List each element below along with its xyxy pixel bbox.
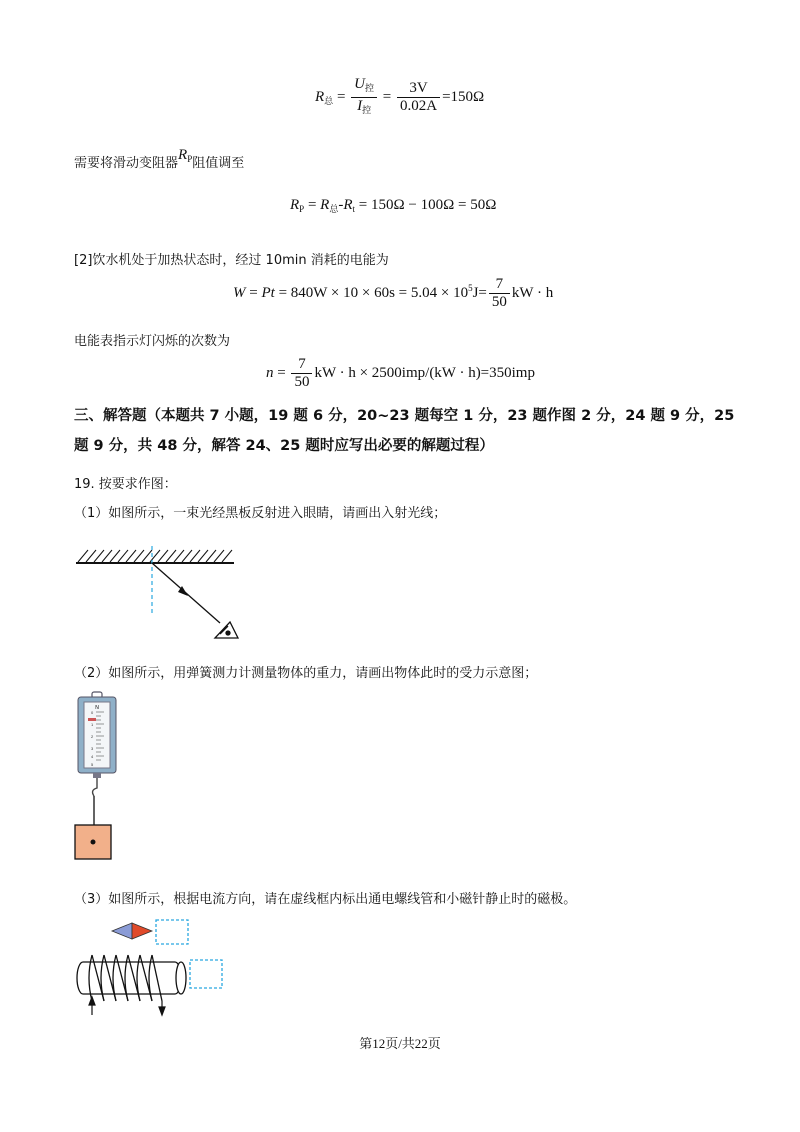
formula-r-total: $R_总$ = $\frac{U_控}{I_控}$ = $\frac{3V}{0.02A}$ =150Ω: [315, 76, 484, 119]
page-footer: 第12页/共22页: [359, 1036, 441, 1051]
compass-needle-icon: [112, 923, 152, 939]
equals: =: [304, 197, 321, 213]
equals: =: [245, 284, 262, 301]
var-w: W: [233, 284, 246, 301]
tick-3: 3: [91, 746, 94, 751]
sub: 总: [329, 204, 339, 214]
tick-0: 0: [91, 710, 94, 715]
tick-5: 5: [91, 762, 94, 767]
tick-2: 2: [91, 734, 94, 739]
formula-rest: = 150Ω − 100Ω = 50Ω: [355, 197, 497, 213]
var-r: R: [315, 88, 325, 105]
fraction-7-50: [291, 356, 312, 391]
text-line-meter: 电能表指示灯闪烁的次数为: [74, 334, 231, 349]
formula-rest: kW · h × 2500imp/(kW · h)=350imp: [314, 364, 535, 381]
result: =150Ω: [442, 88, 485, 105]
solenoid-pole-box[interactable]: [190, 960, 222, 988]
solenoid-icon: [77, 955, 186, 1001]
unit: kW · h: [511, 284, 554, 301]
sub: P: [299, 204, 305, 214]
var-r: R: [320, 197, 330, 213]
equals: =: [336, 88, 346, 105]
figure-reflection: [70, 540, 250, 650]
text: 阻值调至: [192, 156, 245, 171]
var-i: I: [357, 98, 363, 114]
tick-1: 1: [91, 722, 94, 727]
figure-solenoid: [70, 915, 240, 1040]
figure-spring-scale: [70, 688, 130, 868]
formula-after: J=: [472, 284, 487, 301]
question-19-1: （1）如图所示，一束光经黑板反射进入眼睛，请画出入射光线；: [74, 506, 447, 521]
question-19-3: （3）如图所示，根据电流方向，请在虚线框内标出通电螺线管和小磁针静止时的磁极。: [74, 892, 577, 907]
minus: -: [338, 197, 344, 213]
question-19: 19. 按要求作图：: [74, 477, 177, 492]
sub-p: P: [187, 154, 193, 164]
section-title: [74, 401, 754, 461]
var-r: R: [290, 197, 300, 213]
blackboard-hatching: [76, 550, 234, 563]
var-t: t: [270, 284, 275, 301]
text-line-rp: [74, 147, 245, 172]
var-p: P: [261, 284, 271, 301]
var-u: U: [354, 76, 365, 92]
needle-pole-box[interactable]: [156, 920, 188, 944]
denominator: 50: [294, 374, 310, 390]
var-n: n: [266, 364, 274, 381]
sub-ctrl: 控: [362, 105, 372, 115]
var-r: R: [178, 147, 188, 163]
center-dot: [91, 840, 96, 845]
spring-scale-icon: [78, 692, 116, 796]
section-title-line1: 三、解答题（本题共 7 小题，19 题 6 分，20~23 题每空 1 分，23 题作图 2 分，24 题 9 分，25: [74, 408, 735, 424]
fraction-u-i: [351, 76, 377, 119]
equals: =: [273, 364, 290, 381]
fraction-values: [397, 80, 440, 115]
sub: t: [352, 204, 356, 214]
formula-rp: [290, 197, 496, 215]
text-line-heat: [2]饮水机处于加热状态时，经过 10min 消耗的电能为: [74, 253, 389, 268]
numerator: 3V: [397, 80, 440, 98]
scale-unit: N: [95, 705, 99, 711]
text: 需要将滑动变阻器: [74, 156, 179, 171]
sub-ctrl: 控: [365, 83, 375, 93]
formula-n: [266, 356, 535, 391]
formula-rest: = 840W × 10 × 60s = 5.04 × 10: [274, 284, 469, 301]
fraction-7-50: [489, 276, 510, 311]
denominator: 50: [491, 294, 507, 310]
formula-w: [233, 276, 553, 311]
tick-4: 4: [91, 754, 94, 759]
numerator: 7: [291, 356, 312, 374]
exponent: 5: [468, 282, 473, 293]
question-19-2: （2）如图所示，用弹簧测力计测量物体的重力，请画出物体此时的受力示意图；: [74, 666, 538, 681]
denominator: 0.02A: [399, 98, 438, 114]
eye-icon: [215, 622, 238, 638]
sub-total: 总: [324, 95, 334, 106]
numerator: 7: [489, 276, 510, 294]
var-r: R: [343, 197, 353, 213]
section-title-line2: 题 9 分，共 48 分，解答 24、25 题时应写出必要的解题过程）: [74, 438, 494, 454]
